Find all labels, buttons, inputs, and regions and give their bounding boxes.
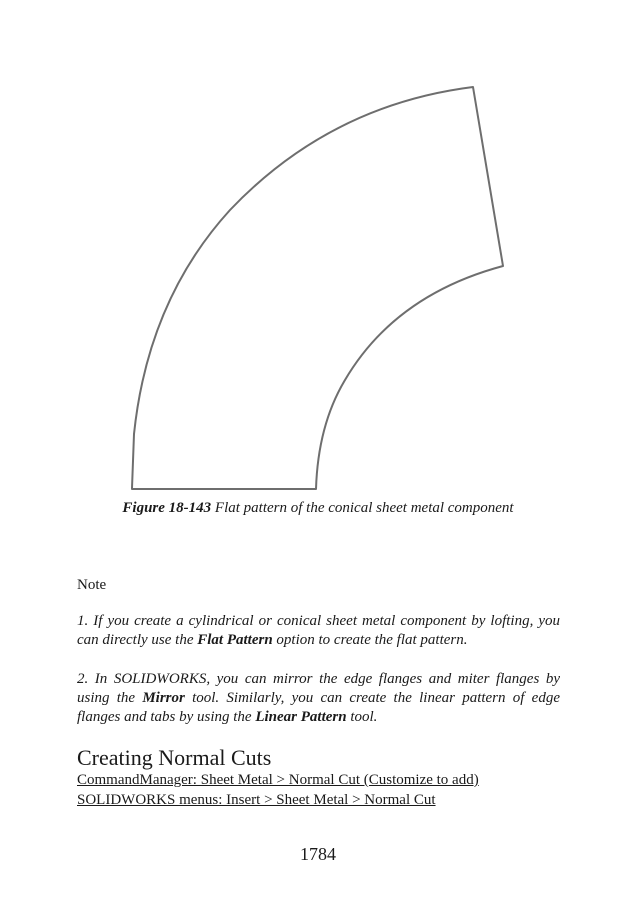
note-2-text-end: tool.: [346, 709, 378, 725]
page-number: 1784: [300, 844, 336, 864]
figure-caption: [0, 500, 636, 517]
note-paragraph-2: [77, 670, 560, 727]
note-1-bold-term: Flat Pattern: [197, 632, 273, 648]
note-label: Note: [77, 577, 107, 593]
note-2-text: 2. In SOLIDWORKS, you can mirror the edge flanges and miter flanges by using the: [77, 671, 560, 706]
figure-caption-label: Figure 18-143: [122, 500, 212, 516]
note-1-text-end: option to create the flat pattern.: [272, 632, 468, 648]
note-paragraph-1: [77, 612, 560, 650]
figure-caption-text: Flat pattern of the conical sheet metal component: [211, 500, 514, 516]
note-1-text: 1. If you create a cylindrical or conical sheet metal component by lofting, you can directly use the: [77, 613, 560, 648]
flat-pattern-outline: [132, 87, 503, 489]
note-2-bold-linear-pattern: Linear Pattern: [255, 709, 347, 725]
command-manager-link[interactable]: CommandManager: Sheet Metal > Normal Cut (Customize to add): [77, 772, 479, 788]
section-heading: Creating Normal Cuts: [77, 745, 272, 770]
note-2-text-mid: tool. Similarly, you can create the linear pattern of edge flanges and tabs by using the: [77, 690, 560, 725]
solidworks-menus-link[interactable]: SOLIDWORKS menus: Insert > Sheet Metal > Normal Cut: [77, 792, 436, 808]
note-2-bold-mirror: Mirror: [142, 690, 185, 706]
